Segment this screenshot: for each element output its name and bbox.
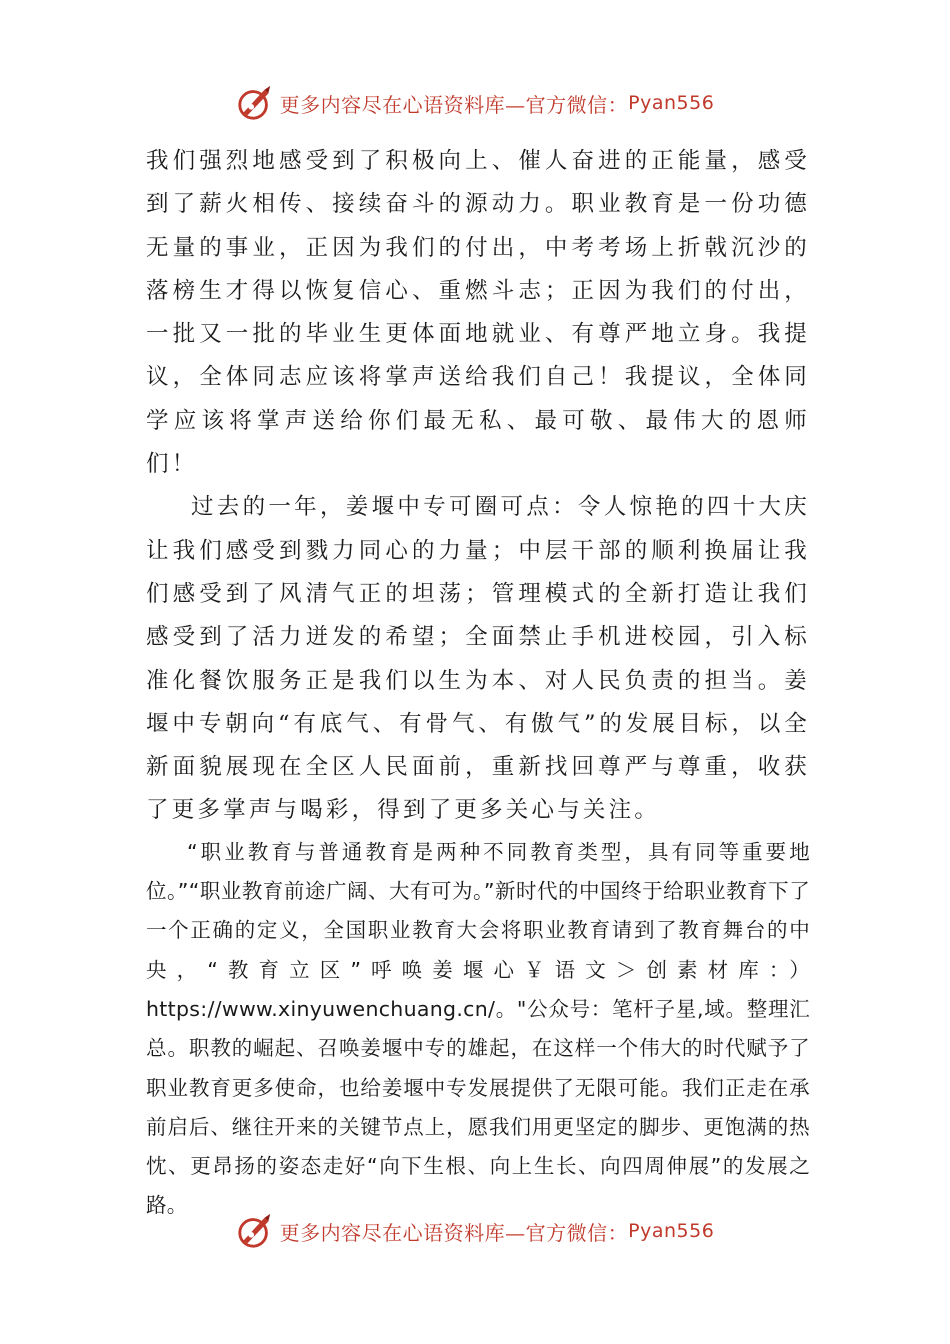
wechat-id: Pyan556 xyxy=(628,1220,715,1242)
paragraph-2: 过去的一年，姜堰中专可圈可点：令人惊艳的四十大庆让我们感受到戮力同心的力量；中层干部的顺利换届让我们感受到了风清气正的坦荡；管理模式的全新打造让我们感受到了活力迸发的希望；全面禁止手机进校园，引入标准化餐饮服务正是我们以生为本、对人民负责的担当。姜堰中专朝向“有底气、有骨气、有傲气”的发展目标，以全新面貌展现在全区人民面前，重新找回尊严与尊重，收获了更多掌声与喝彩，得到了更多关心与关注。 xyxy=(146,494,810,824)
paragraph-3-text-a: “职业教育与普通教育是两种不同教育类型，具有同等重要地位。”“职业教育前途广阔、大有可为。”新时代的中国终于给职业教育下了一个正确的定义，全国职业教育大会将职业教育请到了教育舞台的中央，“教育立区”呼唤姜堰心￥语文＞创素材库：） xyxy=(146,839,810,982)
header-banner xyxy=(0,84,950,122)
paragraph-1: 我们强烈地感受到了积极向上、催人奋进的正能量，感受到了薪火相传、接续奋斗的源动力。职业教育是一份功德无量的事业，正因为我们的付出，中考考场上折戟沉沙的落榜生才得以恢复信心、重燃斗志；正因为我们的付出，一批又一批的毕业生更体面地就业、有尊严地立身。我提议，全体同志应该将掌声送给我们自己！我提议，全体同学应该将掌声送给你们最无私、最可敬、最伟大的恩师们！ xyxy=(146,148,810,478)
banner-text: 更多内容尽在心语资料库—官方微信： xyxy=(279,1220,629,1245)
paragraph-3-url: https://www.xinyuwenchuang.cn/ xyxy=(146,996,496,1021)
footer-banner xyxy=(0,1212,950,1250)
wechat-id: Pyan556 xyxy=(628,92,715,114)
paragraph-3 xyxy=(146,833,810,1226)
banner-text: 更多内容尽在心语资料库—官方微信： xyxy=(279,92,629,117)
pen-quill-logo-icon xyxy=(236,1212,274,1250)
paragraph-3-text-b: 。"公众号：笔杆子星,域。整理汇总。职教的崛起、召唤姜堰中专的雄起，在这样一个伟大的时代赋予了职业教育更多使命，也给姜堰中专发展提供了无限可能。我们正走在承前启后、继往开来的关键节点上，愿我们用更坚定的脚步、更饱满的热忱、更昂扬的姿态走好“向下生根、向上生长、向四周伸展”的发展之路。 xyxy=(146,996,810,1218)
document-body xyxy=(146,140,810,1226)
pen-quill-logo-icon xyxy=(236,84,274,122)
